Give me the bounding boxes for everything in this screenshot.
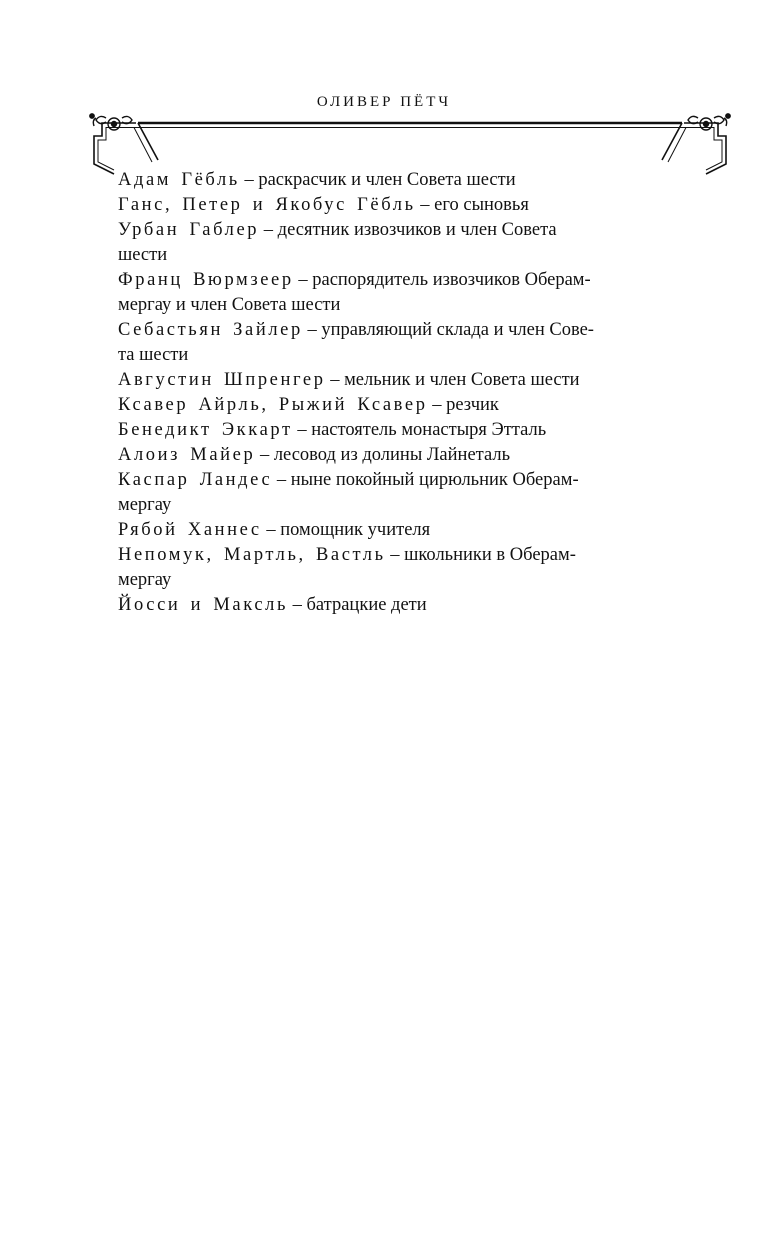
entry-line [118, 318, 692, 343]
character-role: батрацкие дети [306, 595, 427, 615]
list-item [118, 518, 692, 543]
character-name: Урбан Габлер [118, 220, 260, 240]
character-name: Бенедикт Эккарт [118, 420, 293, 440]
running-head: ОЛИВЕР ПЁТЧ [316, 94, 452, 110]
dash: – [261, 520, 281, 540]
character-role: ныне покойный цирюльник Оберам- [290, 470, 579, 490]
list-item [118, 468, 692, 518]
entry-line [118, 543, 692, 568]
list-item [118, 268, 692, 318]
character-name: Адам Гёбль [118, 170, 240, 190]
character-role-continued: мергау и член Совета шести [118, 295, 341, 315]
list-item [118, 418, 692, 443]
list-item [118, 543, 692, 593]
character-role: помощник учителя [280, 520, 431, 540]
character-name: Йосси и Максль [118, 595, 289, 615]
dash: – [259, 220, 278, 240]
dash: – [272, 470, 291, 490]
character-role-continued: шести [118, 245, 168, 265]
list-item [118, 168, 692, 193]
list-item [118, 193, 692, 218]
character-name: Рябой Ханнес [118, 520, 262, 540]
character-role: десятник извозчиков и член Совета [277, 220, 557, 240]
dash: – [415, 195, 435, 215]
character-name: Непомук, Мартль, Вастль [118, 545, 386, 565]
character-name: Себастьян Зайлер [118, 320, 303, 340]
list-item [118, 218, 692, 268]
dash: – [239, 170, 259, 190]
entry-line [118, 468, 692, 493]
list-item [118, 593, 692, 618]
dash: – [325, 370, 345, 390]
dash: – [293, 270, 313, 290]
character-name: Ксавер Айрль, Рыжий Ксавер [118, 395, 428, 415]
character-role: распорядитель извозчиков Оберам- [312, 270, 591, 290]
dash: – [288, 595, 307, 615]
dramatis-personae-list [118, 168, 692, 618]
dash: – [427, 395, 447, 415]
character-role: резчик [446, 395, 499, 415]
character-role: лесовод из долины Лайнеталь [273, 445, 511, 465]
dash: – [385, 545, 405, 565]
character-name: Августин Шпренгер [118, 370, 326, 390]
list-item [118, 318, 692, 368]
character-role: раскрасчик и член Совета шести [258, 170, 516, 190]
character-name: Алоиз Майер [118, 445, 256, 465]
character-role: мельник и член Совета шести [344, 370, 580, 390]
entry-line [118, 268, 692, 293]
character-role: настоятель монастыря Этталь [311, 420, 547, 440]
dash: – [255, 445, 274, 465]
list-item [118, 368, 692, 393]
character-name: Ганс, Петер и Якобус Гёбль [118, 195, 416, 215]
character-name: Франц Вюрмзеер [118, 270, 294, 290]
list-item [118, 393, 692, 418]
character-role-continued: мергау [118, 495, 172, 515]
character-role: школьники в Оберам- [404, 545, 576, 565]
character-role: его сыновья [434, 195, 529, 215]
character-role: управляющий склада и член Сове- [321, 320, 594, 340]
dash: – [302, 320, 322, 340]
character-name: Каспар Ландес [118, 470, 273, 490]
entry-line [118, 218, 692, 243]
character-role-continued: та шести [118, 345, 189, 365]
list-item [118, 443, 692, 468]
character-role-continued: мергау [118, 570, 172, 590]
dash: – [292, 420, 312, 440]
